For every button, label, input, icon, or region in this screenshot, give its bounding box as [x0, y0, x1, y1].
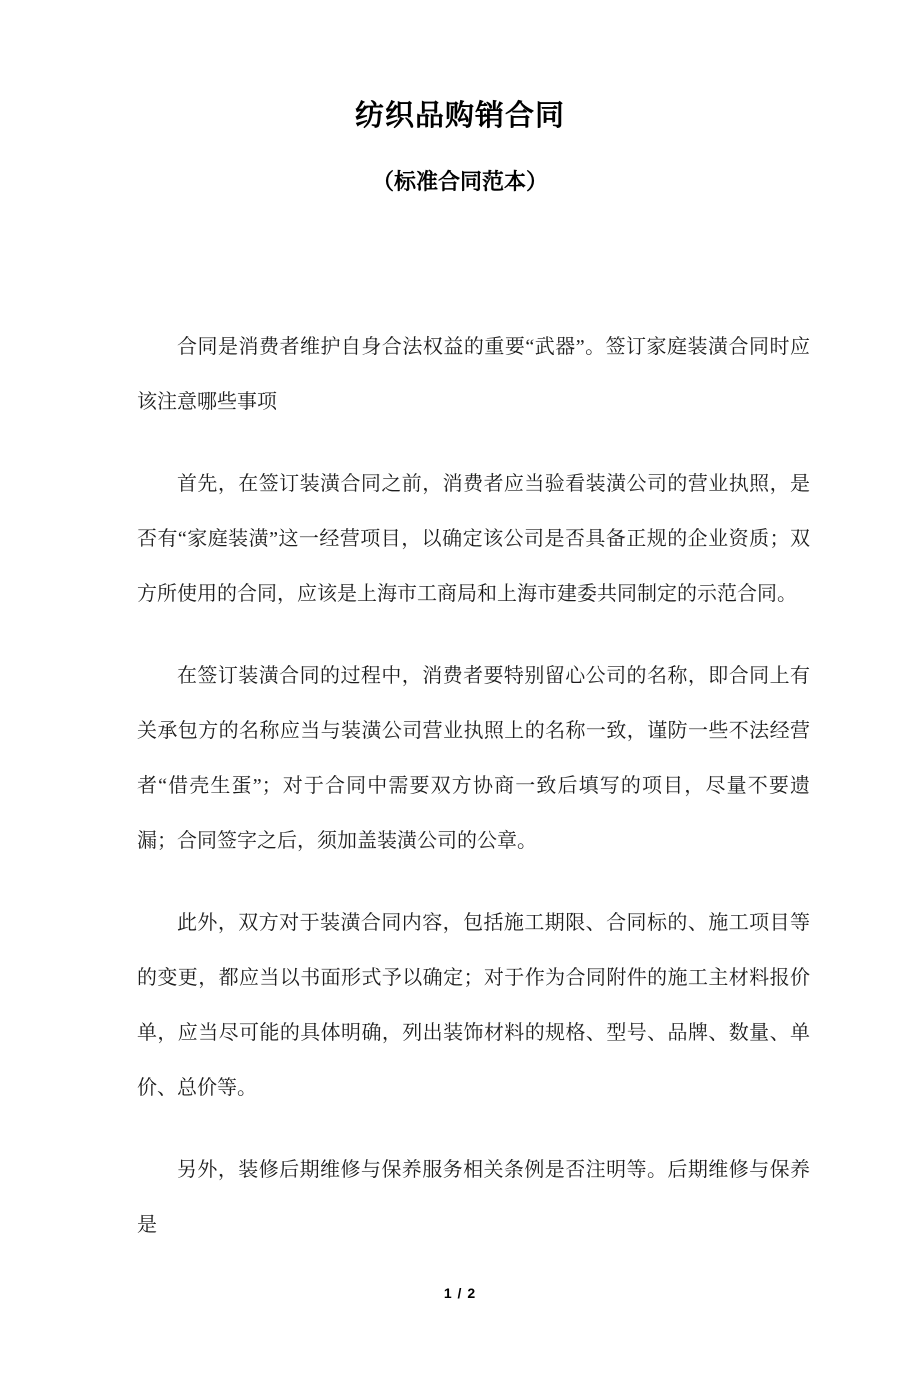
- paragraph-second-point: 在签订装潢合同的过程中，消费者要特别留心公司的名称，即合同上有关承包方的名称应当与装潢公司营业执照上的名称一致，谨防一些不法经营者“借壳生蛋”；对于合同中需要双方协商一致后填写的项目，尽量不要遗漏；合同签字之后，须加盖装潢公司的公章。: [137, 665, 810, 852]
- paragraph-fourth-point: 另外，装修后期维修与保养服务相关条例是否注明等。后期维修与保养是: [137, 1159, 810, 1236]
- page-number: 1 / 2: [443, 1285, 477, 1301]
- paragraph-third-point: 此外，双方对于装潢合同内容，包括施工期限、合同标的、施工项目等的变更，都应当以书面形式予以确定；对于作为合同附件的施工主材料报价单，应当尽可能的具体明确，列出装饰材料的规格、型号、品牌、数量、单价、总价等。: [137, 912, 810, 1099]
- document-page: [0, 95, 920, 1397]
- document-body: [0, 320, 920, 1253]
- paragraph-first-point: 首先，在签订装潢合同之前，消费者应当验看装潢公司的营业执照，是否有“家庭装潢”这一经营项目，以确定该公司是否具备正规的企业资质；双方所使用的合同，应该是上海市工商局和上海市建委共同制定的示范合同。: [137, 473, 810, 605]
- document-subtitle: （标准合同范本）: [371, 169, 548, 194]
- document-title: 纺织品购销合同: [354, 100, 565, 132]
- paragraph-intro: 合同是消费者维护自身合法权益的重要“武器”。签订家庭装潢合同时应该注意哪些事项: [137, 336, 810, 413]
